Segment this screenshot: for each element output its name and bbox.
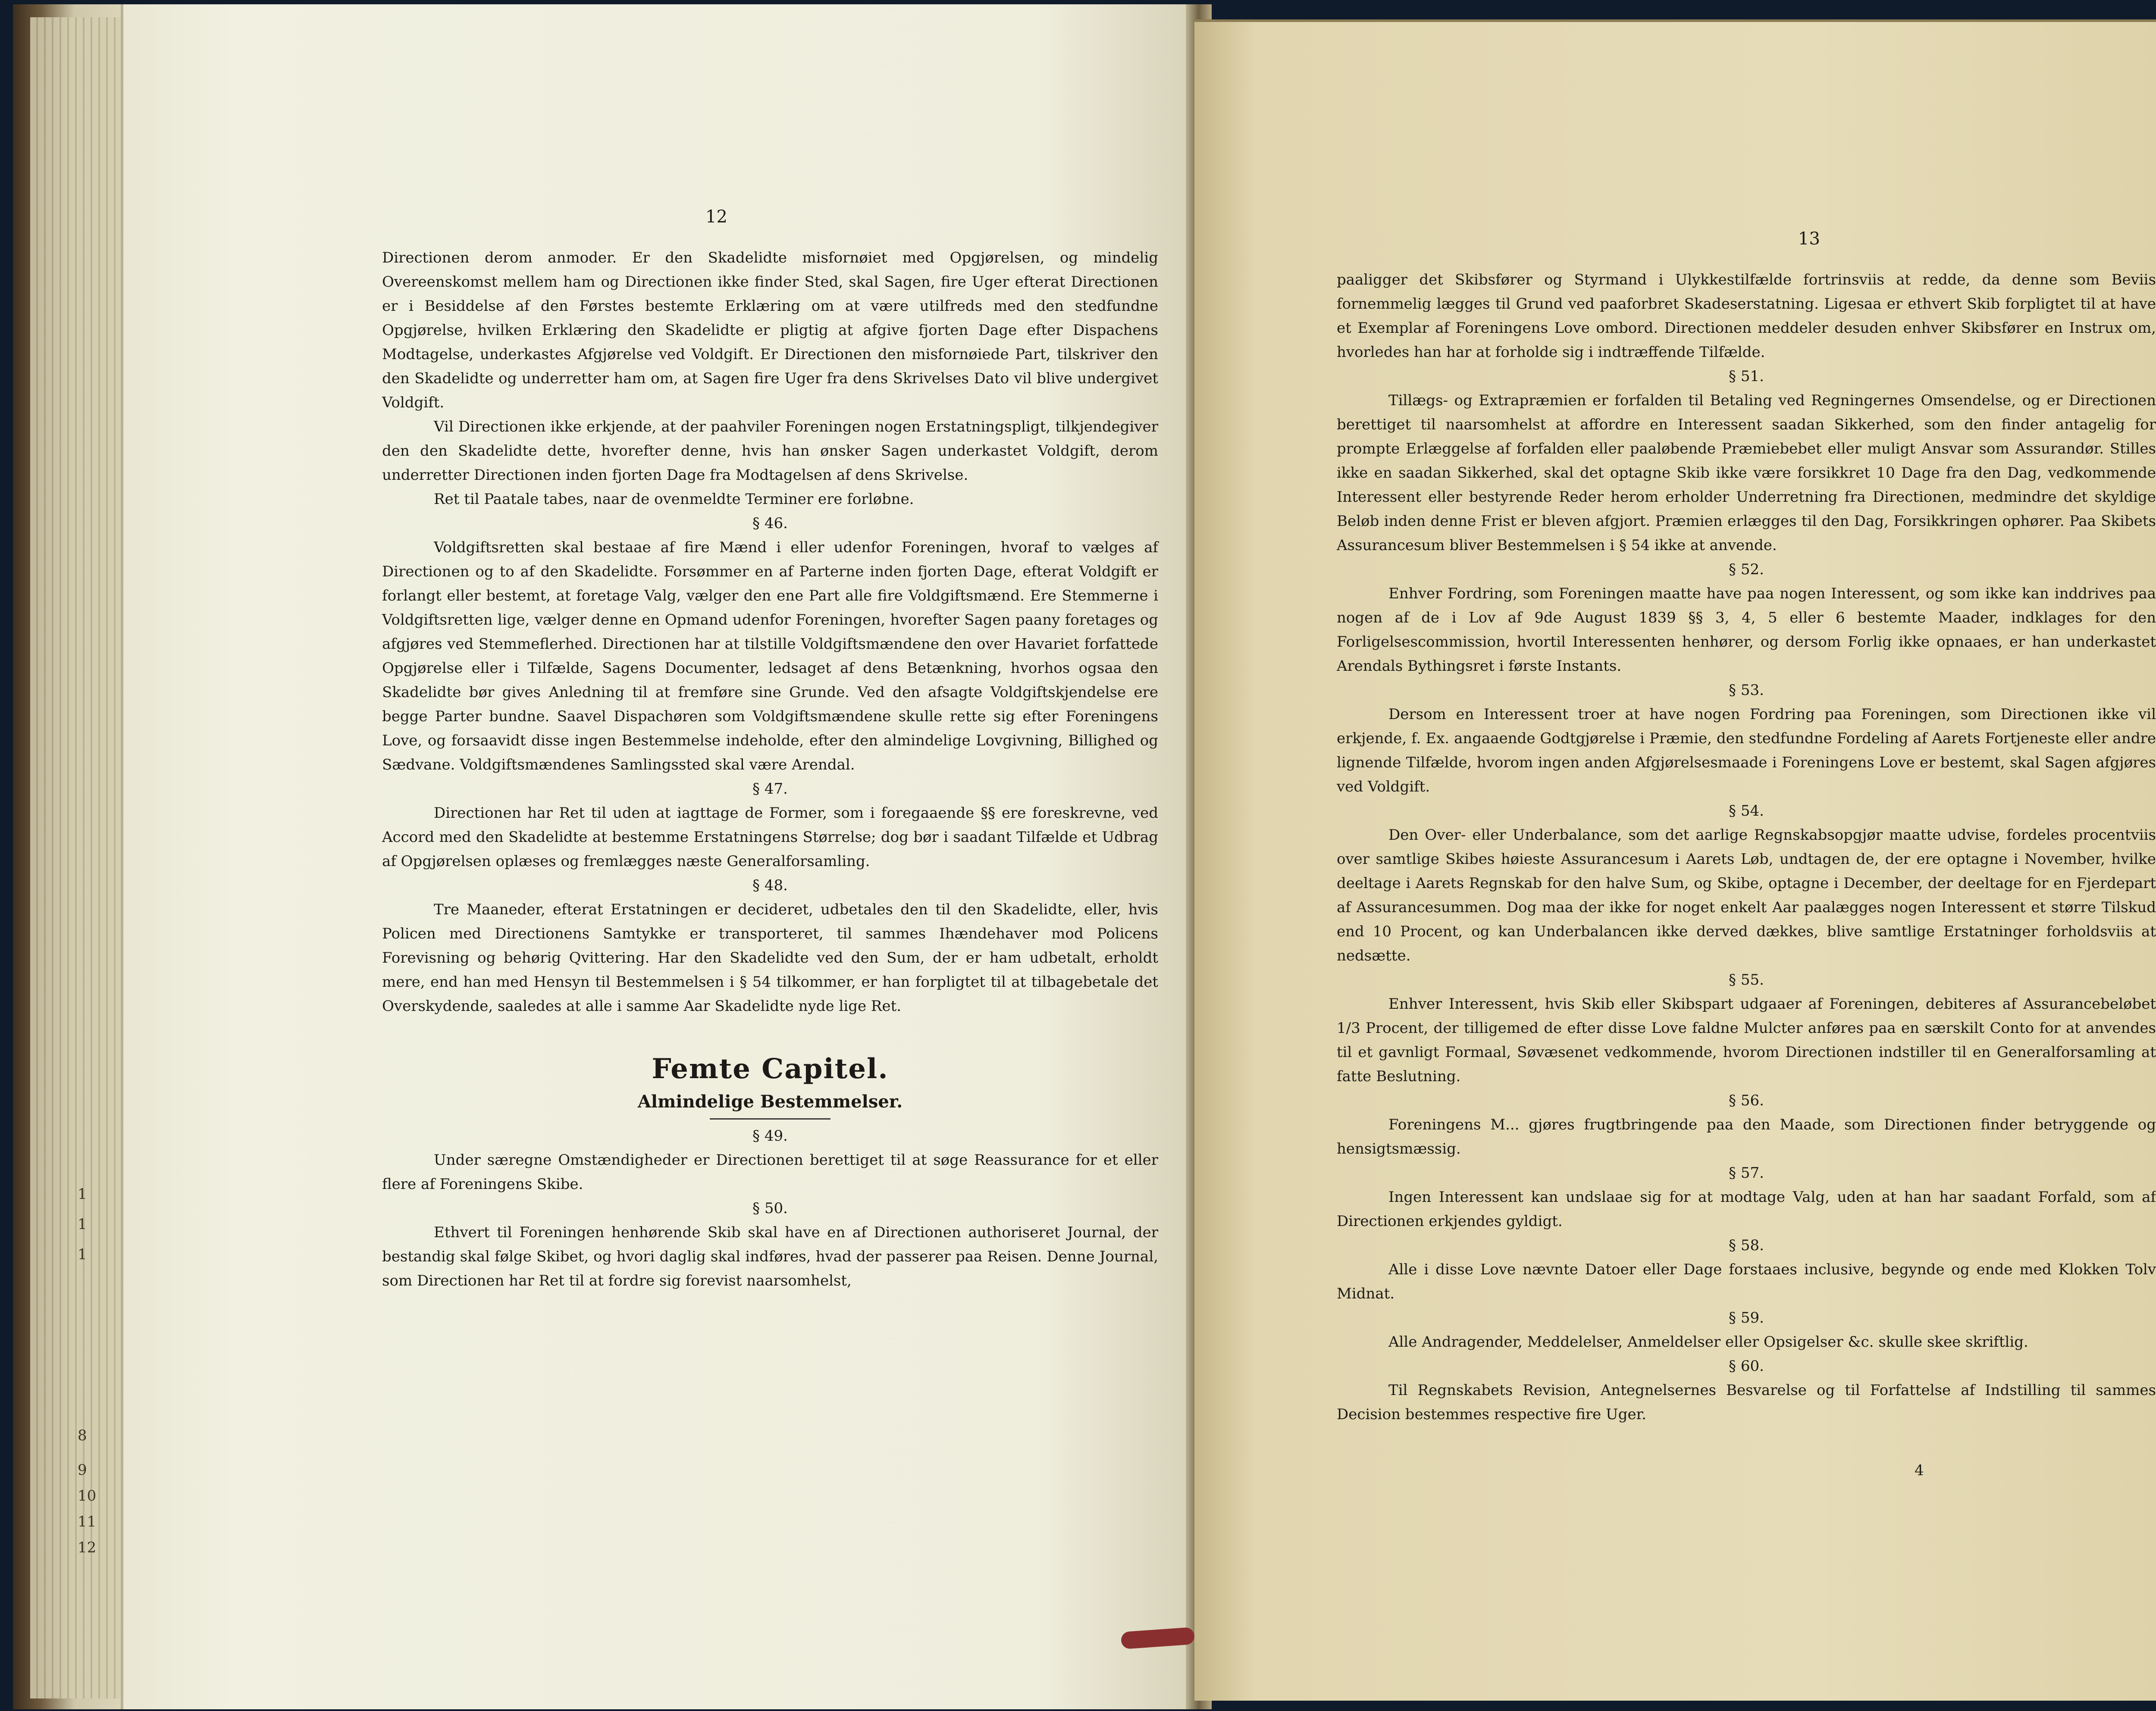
section-heading: § 46. <box>752 515 788 532</box>
section-heading: § 50. <box>752 1200 788 1217</box>
page-number: 13 <box>1798 229 1820 249</box>
paragraph: Enhver Interessent, hvis Skib eller Skibspart udgaaer af Foreningen, debiteres af Assurancebeløbet 1/3 Procent, der tilligemed de efter disse Love faldne Mulcter anføres paa en særskilt Conto for at anvendes til et gavnligt Formaal, Søvæsenet vedkommende, hvorom Directionen indstiller til en Generalforsamling at fatte Beslutning. <box>1337 995 2156 1085</box>
section-heading: § 60. <box>1729 1358 1764 1375</box>
section-heading: § 53. <box>1729 682 1764 699</box>
section-heading: § 47. <box>752 780 788 798</box>
paragraph: Til Regnskabets Revision, Antegnelsernes Besvarelse og til Forfattelse af Indstilling til sammes Decision bestemmes respective fire Uger. <box>1337 1382 2156 1423</box>
section-heading: § 56. <box>1729 1092 1764 1109</box>
paragraph: Ingen Interessent kan undslaae sig for at modtage Valg, uden at han har saadant Forfald, som af Directionen erkjendes gyldigt. <box>1337 1189 2156 1230</box>
divider <box>710 1118 830 1120</box>
section-heading: § 51. <box>1729 368 1764 385</box>
section-heading: § 48. <box>752 877 788 894</box>
paragraph: paaligger det Skibsfører og Styrmand i Ulykkestilfælde fortrinsviis at redde, da denne som Beviis fornemmelig lægges til Grund ved paaforbret Skadeserstatning. Ligesaa er ethvert Skib forpligtet til at have et Exemplar af Foreningens Love ombord. Directionen meddeler desuden enhver Skibsfører en Instrux om, hvorledes han har at forholde sig i indtræffende Tilfælde. <box>1337 271 2156 361</box>
paragraph: Den Over- eller Underbalance, som det aarlige Regnskabsopgjør maatte udvise, fordeles procentviis over samtlige Skibes høieste Assurancesum i Aarets Løb, undtagen de, der ere optagne i November, hvilke deeltage i Aarets Regnskab for den halve Sum, og Skibe, optagne i December, der deeltage for en Fjerdepart af Assurancesummen. Dog maa der ikke for noget enkelt Aar paalægges nogen Interessent et større Tilskud end 10 Procent, og kan Underbalancen ikke derved dækkes, blive samtlige Erstatninger forholdsviis at nedsætte. <box>1337 826 2156 964</box>
page-number: 12 <box>705 207 727 227</box>
section-heading: § 49. <box>752 1127 788 1145</box>
section-heading: § 54. <box>1729 802 1764 820</box>
paragraph: Alle i disse Love nævnte Datoer eller Dage forstaaes inclusive, begynde og ende med Klokken Tolv Midnat. <box>1337 1261 2156 1302</box>
right-page <box>1194 19 2156 1701</box>
margin-number: 11 <box>78 1513 97 1530</box>
section-heading: § 52. <box>1729 561 1764 578</box>
chapter-subtitle: Almindelige Bestemmelser. <box>637 1092 903 1112</box>
section-heading: § 59. <box>1729 1309 1764 1326</box>
paragraph: Enhver Fordring, som Foreningen maatte have paa nogen Interessent, og som ikke kan inddrives paa nogen af de i Lov af 9de August 1839 §§ 3, 4, 5 eller 6 bestemte Maader, indklages for den Forligelsescommission, hvortil Interessenten henhører, og dersom Forlig ikke opnaaes, er han underkastet Arendals Bythingsret i første Instants. <box>1337 585 2156 675</box>
right-page-text <box>1337 268 2156 1426</box>
paragraph: Directionen derom anmoder. Er den Skadelidte misfornøiet med Opgjørelsen, og mindelig Overeenskomst mellem ham og Directionen ikke finder Sted, skal Sagen, fire Uger efterat Directionen er i Besiddelse af den Førstes bestemte Erklæring om at være utilfreds med den stedfundne Opgjørelse, hvilken Erklæring den Skadelidte er pligtig at afgive fjorten Dage efter Dispachens Modtagelse, underkastes Afgjørelse ved Voldgift. Er Directionen den misfornøiede Part, tilskriver den den Skadelidte og underretter ham om, at Sagen fire Uger fra dens Skrivelses Dato vil blive undergivet Voldgift. <box>382 249 1158 411</box>
paragraph: Dersom en Interessent troer at have nogen Fordring paa Foreningen, som Directionen ikke vil erkjende, f. Ex. angaaende Godtgjørelse i Præmie, den stedfundne Fordeling af Aarets Fortjeneste eller andre lignende Tilfælde, hvorom ingen anden Afgjørelsesmaade i Foreningens Love er bestemt, skal Sagen afgjøres ved Voldgift. <box>1337 706 2156 795</box>
section-heading: § 58. <box>1729 1237 1764 1254</box>
paragraph: Tre Maaneder, efterat Erstatningen er decideret, udbetales den til den Skadelidte, eller, hvis Policen med Directionens Samtykke er transporteret, til sammes Ihændehaver mod Policens Forevisning og behørig Qvittering. Har den Skadelidte ved den Sum, der er ham udbetalt, erholdt mere, end han med Hensyn til Bestemmelsen i § 54 tilkommer, er han forpligtet til at tilbagebetale det Overskydende, saaledes at alle i samme Aar Skadelidte nyde lige Ret. <box>382 901 1158 1015</box>
paragraph: Ethvert til Foreningen henhørende Skib skal have en af Directionen authoriseret Journal, der bestandig skal følge Skibet, og hvori daglig skal indføres, hvad der passerer paa Reisen. Denne Journal, som Directionen har Ret til at fordre sig forevist naarsomhelst, <box>382 1224 1158 1289</box>
paragraph: Vil Directionen ikke erkjende, at der paahviler Foreningen nogen Erstatningspligt, tilkjendegiver den den Skadelidte dette, hvorefter denne, hvis han ønsker Sagen underkastet Voldgift, derom underretter Directionen inden fjorten Dage fra Modtagelsen af dens Skrivelse. <box>382 418 1158 484</box>
margin-number: 12 <box>78 1539 97 1556</box>
margin-number: 10 <box>78 1487 97 1505</box>
signature-mark: 4 <box>1915 1462 1924 1479</box>
left-page <box>121 4 1199 1709</box>
paragraph: Voldgiftsretten skal bestaae af fire Mænd i eller udenfor Foreningen, hvoraf to vælges af Directionen og to af den Skadelidte. Forsømmer en af Parterne inden fjorten Dage, efterat Voldgift er forlangt eller bestemt, at foretage Valg, vælger den ene Part alle fire Voldgiftsmænd. Ere Stemmerne i Voldgiftsretten lige, vælger denne en Opmand udenfor Foreningen, hvorefter Sagen paany foretages og afgjøres ved Stemmeflerhed. Directionen har at tilstille Voldgiftsmændene den over Havariet forfattede Opgjørelse eller i Tilfælde, Sagens Documenter, ledsaget af dens Betænkning, hvorhos ogsaa den Skadelidte bør gives Anledning til at fremføre sine Grunde. Ved den afsagte Voldgiftskjendelse ere begge Parter bundne. Saavel Dispachøren som Voldgiftsmændene skulle rette sig efter Foreningens Love, og forsaavidt disse ingen Bestemmelse indeholde, efter den almindelige Lovgivning, Billighed og Sædvane. Voldgiftsmændenes Samlingssted skal være Arendal. <box>382 539 1158 773</box>
left-page-text <box>382 246 1158 1293</box>
margin-number: 1 <box>78 1246 87 1263</box>
paragraph: Tillægs- og Extrapræmien er forfalden til Betaling ved Regningernes Omsendelse, og er Directionen berettiget til naarsomhelst at affordre en Interessent saadan Sikkerhed, som den finder antagelig for prompte Erlæggelse af forfalden eller paaløbende Præmiebebet eller muligt Ansvar som Assurandør. Stilles ikke en saadan Sikkerhed, skal det optagne Skib ikke være forsikkret 10 Dage fra den Dag, vedkommende Interessent eller bestyrende Reder herom erholder Underretning fra Directionen, medmindre det skyldige Beløb inden denne Frist er bleven afgjort. Præmien erlægges til den Dag, Forsikkringen ophører. Paa Skibets Assurancesum bliver Bestemmelsen i § 54 ikke at anvende. <box>1337 392 2156 554</box>
paragraph: Alle Andragender, Meddelelser, Anmeldelser eller Opsigelser &c. skulle skee skriftlig. <box>1388 1333 2028 1351</box>
paragraph: Ret til Paatale tabes, naar de ovenmeldte Terminer ere forløbne. <box>434 491 914 508</box>
margin-number: 9 <box>78 1461 87 1479</box>
paragraph: Under særegne Omstændigheder er Directionen berettiget til at søge Reassurance for et eller flere af Foreningens Skibe. <box>382 1151 1158 1193</box>
section-heading: § 57. <box>1729 1164 1764 1182</box>
page-edge-stack <box>30 17 121 1698</box>
book-spread <box>13 4 2156 1709</box>
paragraph: Foreningens M... gjøres frugtbringende paa den Maade, som Directionen finder betryggende og hensigtsmæssig. <box>1337 1116 2156 1157</box>
paragraph: Directionen har Ret til uden at iagttage de Former, som i foregaaende §§ ere foreskrevne, ved Accord med den Skadelidte at bestemme Erstatningens Størrelse; dog bør i saadant Tilfælde et Udbrag af Opgjørelsen oplæses og fremlægges næste Generalforsamling. <box>382 804 1158 870</box>
section-heading: § 55. <box>1729 971 1764 988</box>
margin-number: 1 <box>78 1216 87 1233</box>
chapter-title: Femte Capitel. <box>652 1053 889 1085</box>
margin-number: 8 <box>78 1427 87 1444</box>
margin-number: 1 <box>78 1186 87 1203</box>
